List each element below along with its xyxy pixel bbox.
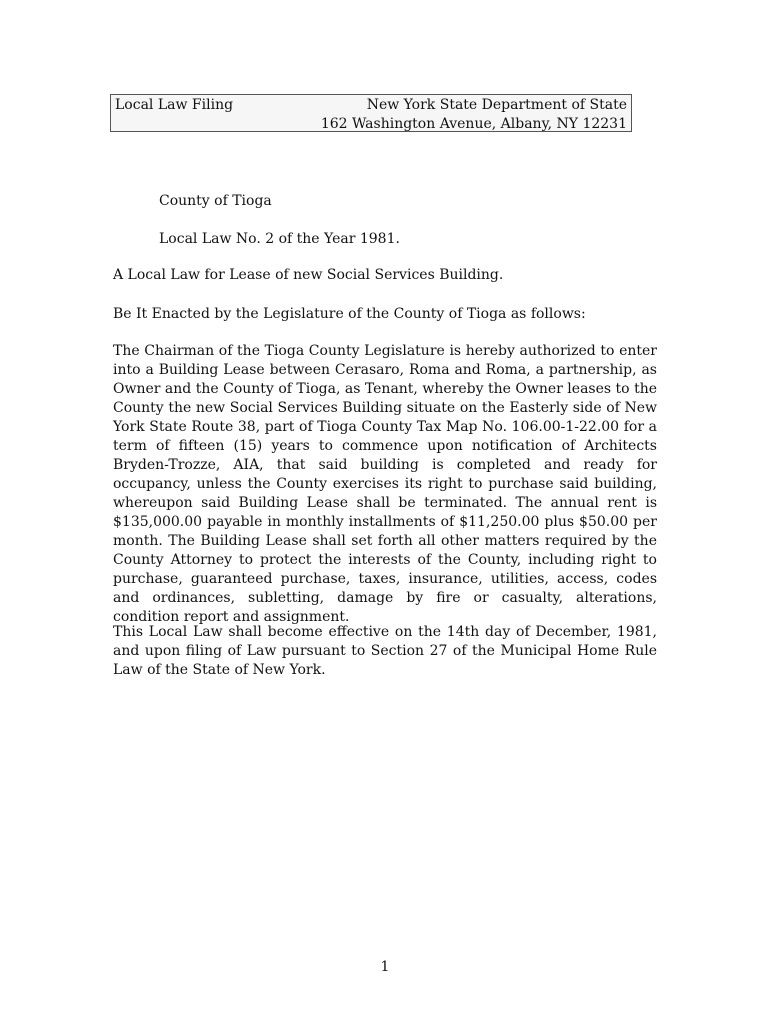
- body-paragraph: The Chairman of the Tioga County Legislature is hereby authorized to enter into a Building Lease between Cerasaro, Roma and Roma, a partnership, as Owner and the County of Tioga, as Tenant, whereby the Owner leases to the County the new Social Services Building situate on the Easterly side of New York State Route 38, part of Tioga County Tax Map No. 106.00-1-22.00 for a term of fifteen (15) years to commence upon notification of Architects Bryden-Trozze, AIA, that said building is completed and ready for occupancy, unless the County exercises its right to purchase said building, whereupon said Building Lease shall be terminated. The annual rent is $135,000.00 payable in monthly installments of $11,250.00 plus $50.00 per month. The Building Lease shall set forth all other matters required by the County Attorney to protect the interests of the County, including right to purchase, guaranteed purchase, taxes, insurance, utilities, access, codes and ordinances, subletting, damage by fire or casualty, alterations, condition report and assignment.: [113, 343, 657, 625]
- law-title: A Local Law for Lease of new Social Services Building.: [113, 267, 504, 283]
- filing-header: [110, 94, 632, 132]
- header-label: Local Law Filing: [115, 97, 234, 113]
- page-number: 1: [380, 959, 390, 975]
- department-address: 162 Washington Avenue, Albany, NY 12231: [320, 116, 627, 132]
- law-number: Local Law No. 2 of the Year 1981.: [159, 231, 400, 247]
- department-name: New York State Department of State: [366, 97, 627, 113]
- county-name: County of Tioga: [159, 193, 272, 209]
- department-block: [321, 96, 627, 134]
- enacting-clause: Be It Enacted by the Legislature of the County of Tioga as follows:: [113, 306, 586, 322]
- effective-date-paragraph: This Local Law shall become effective on the 14th day of December, 1981, and upon filing of Law pursuant to Section 27 of the Municipal Home Rule Law of the State of New York.: [113, 624, 657, 678]
